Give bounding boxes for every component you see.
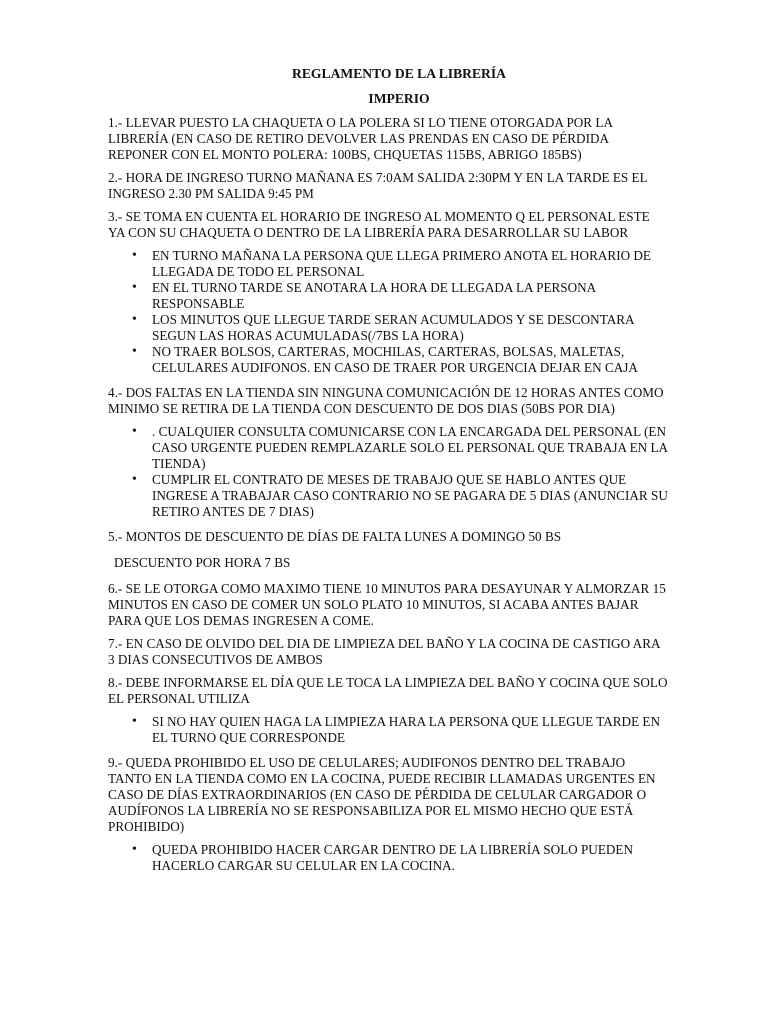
rule-5: 5.- MONTOS DE DESCUENTO DE DÍAS DE FALTA LUNES A DOMINGO 50 BS (108, 529, 562, 544)
list-item: • . CUALQUIER CONSULTA COMUNICARSE CON LA ENCARGADA DEL PERSONAL (EN CASO URGENTE PUEDEN REMPLAZARLE SOLO EL PERSONAL QUE TRABAJA EN LA TIENDA) (152, 424, 668, 472)
document-title: REGLAMENTO DE LA LIBRERÍA (292, 66, 506, 81)
rule-8-bullets (108, 714, 668, 746)
list-item: • LOS MINUTOS QUE LLEGUE TARDE SERAN ACUMULADOS Y SE DESCONTARA SEGUN LAS HORAS ACUMULADAS(/7BS LA HORA) (152, 312, 668, 344)
rule-4-bullets (108, 424, 668, 520)
rule-9: 9.- QUEDA PROHIBIDO EL USO DE CELULARES; AUDIFONOS DENTRO DEL TRABAJO TANTO EN LA TIENDA COMO EN LA COCINA, PUEDE RECIBIR LLAMADAS URGENTES EN CASO DE DÍAS EXTRAORDINARIOS (EN CASO DE PÉRDIDA DE CELULAR CARGADOR O AUDÍFONOS LA LIBRERÍA NO SE RESPONSABILIZA POR EL MISMO HECHO QUE ESTÁ PROHIBIDO) (108, 755, 656, 834)
list-item: • EN EL TURNO TARDE SE ANOTARA LA HORA DE LLEGADA LA PERSONA RESPONSABLE (152, 280, 668, 312)
rule-5-hour-discount: DESCUENTO POR HORA 7 BS (114, 555, 291, 570)
rule-1: 1.- LLEVAR PUESTO LA CHAQUETA O LA POLERA SI LO TIENE OTORGADA POR LA LIBRERÍA (EN CASO DE RETIRO DEVOLVER LAS PRENDAS EN CASO DE PÉRDIDA REPONER CON EL MONTO POLERA: 100BS, CHQUETAS 115BS, ABRIGO 185BS) (108, 115, 613, 162)
list-item: • CUMPLIR EL CONTRATO DE MESES DE TRABAJO QUE SE HABLO ANTES QUE INGRESE A TRABAJAR CASO CONTRARIO NO SE PAGARA DE 5 DIAS (ANUNCIAR SU RETIRO ANTES DE 7 DIAS) (152, 472, 668, 520)
rule-9-bullets (108, 842, 668, 874)
rule-7: 7.- EN CASO DE OLVIDO DEL DIA DE LIMPIEZA DEL BAÑO Y LA COCINA DE CASTIGO ARA 3 DIAS CONSECUTIVOS DE AMBOS (108, 636, 660, 667)
rule-4: 4.- DOS FALTAS EN LA TIENDA SIN NINGUNA COMUNICACIÓN DE 12 HORAS ANTES COMO MINIMO SE RETIRA DE LA TIENDA CON DESCUENTO DE DOS DIAS (50BS POR DIA) (108, 385, 664, 416)
list-item: • QUEDA PROHIBIDO HACER CARGAR DENTRO DE LA LIBRERÍA SOLO PUEDEN HACERLO CARGAR SU CELULAR EN LA COCINA. (152, 842, 668, 874)
rule-3-bullets (108, 248, 668, 376)
rule-2: 2.- HORA DE INGRESO TURNO MAÑANA ES 7:0AM SALIDA 2:30PM Y EN LA TARDE ES EL INGRESO 2.30 PM SALIDA 9:45 PM (108, 170, 648, 201)
rule-3: 3.- SE TOMA EN CUENTA EL HORARIO DE INGRESO AL MOMENTO Q EL PERSONAL ESTE YA CON SU CHAQUETA O DENTRO DE LA LIBRERÍA PARA DESARROLLAR SU LABOR (108, 209, 650, 240)
list-item: • SI NO HAY QUIEN HAGA LA LIMPIEZA HARA LA PERSONA QUE LLEGUE TARDE EN EL TURNO QUE CORRESPONDE (152, 714, 668, 746)
document-subtitle: IMPERIO (368, 91, 430, 106)
rule-8: 8.- DEBE INFORMARSE EL DÍA QUE LE TOCA LA LIMPIEZA DEL BAÑO Y COCINA QUE SOLO EL PERSONAL UTILIZA (108, 675, 668, 706)
rule-6: 6.- SE LE OTORGA COMO MAXIMO TIENE 10 MINUTOS PARA DESAYUNAR Y ALMORZAR 15 MINUTOS EN CASO DE COMER UN SOLO PLATO 10 MINUTOS, SI ACABA ANTES BAJAR PARA QUE LOS DEMAS INGRESEN A COME. (108, 581, 666, 628)
list-item: • NO TRAER BOLSOS, CARTERAS, MOCHILAS, CARTERAS, BOLSAS, MALETAS, CELULARES AUDIFONOS. EN CASO DE TRAER POR URGENCIA DEJAR EN CAJA (152, 344, 668, 376)
list-item: • EN TURNO MAÑANA LA PERSONA QUE LLEGA PRIMERO ANOTA EL HORARIO DE LLEGADA DE TODO EL PERSONAL (152, 248, 668, 280)
